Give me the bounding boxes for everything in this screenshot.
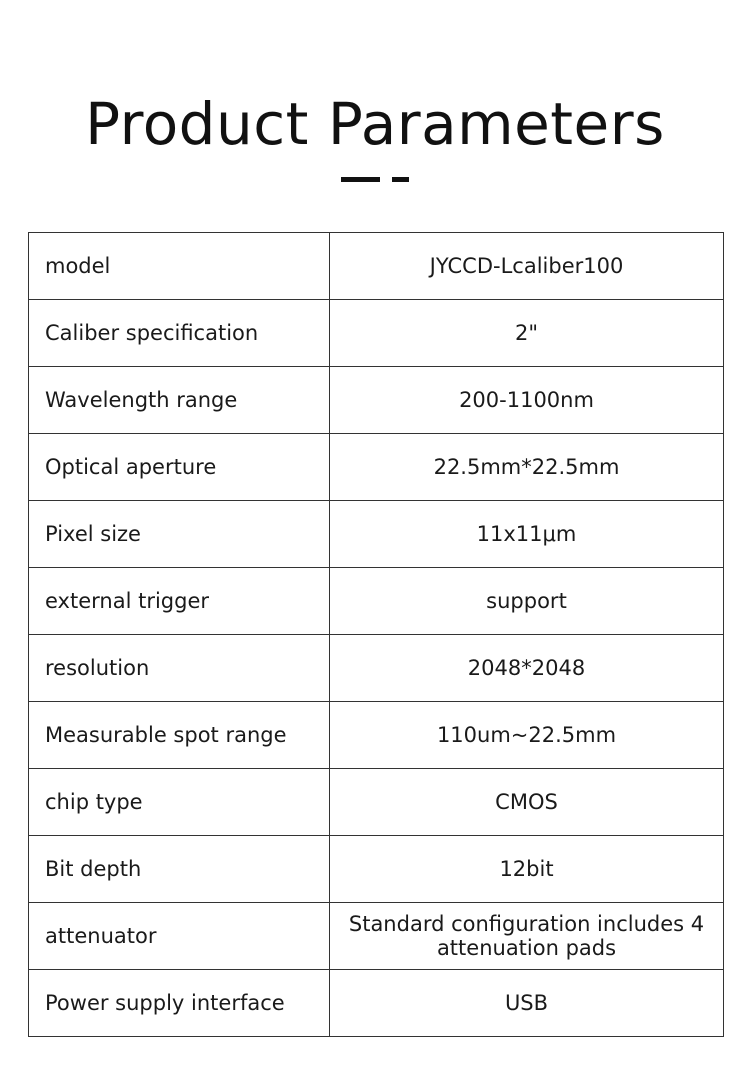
parameter-label: Wavelength range [29, 367, 330, 434]
table-row [29, 970, 724, 1037]
parameter-value: 2048*2048 [330, 635, 724, 702]
table-row [29, 300, 724, 367]
parameter-label: Pixel size [29, 501, 330, 568]
table-row [29, 434, 724, 501]
parameter-value: Standard configuration includes 4 attenuation pads [330, 903, 724, 970]
table-row [29, 702, 724, 769]
parameter-label: Power supply interface [29, 970, 330, 1037]
parameter-label: Bit depth [29, 836, 330, 903]
page-title: Product Parameters [85, 90, 665, 158]
parameter-value: 200-1100nm [330, 367, 724, 434]
parameter-value: 22.5mm*22.5mm [330, 434, 724, 501]
parameter-label: model [29, 233, 330, 300]
parameter-value: USB [330, 970, 724, 1037]
parameter-label: Optical aperture [29, 434, 330, 501]
parameter-label: external trigger [29, 568, 330, 635]
table-row [29, 903, 724, 970]
table-row [29, 568, 724, 635]
title-underline-divider [341, 177, 411, 183]
parameter-value: 11x11μm [330, 501, 724, 568]
parameter-label: resolution [29, 635, 330, 702]
table-row [29, 233, 724, 300]
table-row [29, 501, 724, 568]
parameter-value: 2" [330, 300, 724, 367]
parameter-label: chip type [29, 769, 330, 836]
table-row [29, 367, 724, 434]
parameter-label: Measurable spot range [29, 702, 330, 769]
parameter-value: 12bit [330, 836, 724, 903]
parameter-label: Caliber specification [29, 300, 330, 367]
parameter-value: JYCCD-Lcaliber100 [330, 233, 724, 300]
underline-long-dash [341, 177, 380, 182]
parameter-value: 110um~22.5mm [330, 702, 724, 769]
table-row [29, 635, 724, 702]
parameter-value: support [330, 568, 724, 635]
parameter-label: attenuator [29, 903, 330, 970]
parameter-value: CMOS [330, 769, 724, 836]
table-row [29, 769, 724, 836]
underline-short-dash [392, 177, 409, 182]
parameters-table [28, 232, 724, 1037]
table-row [29, 836, 724, 903]
